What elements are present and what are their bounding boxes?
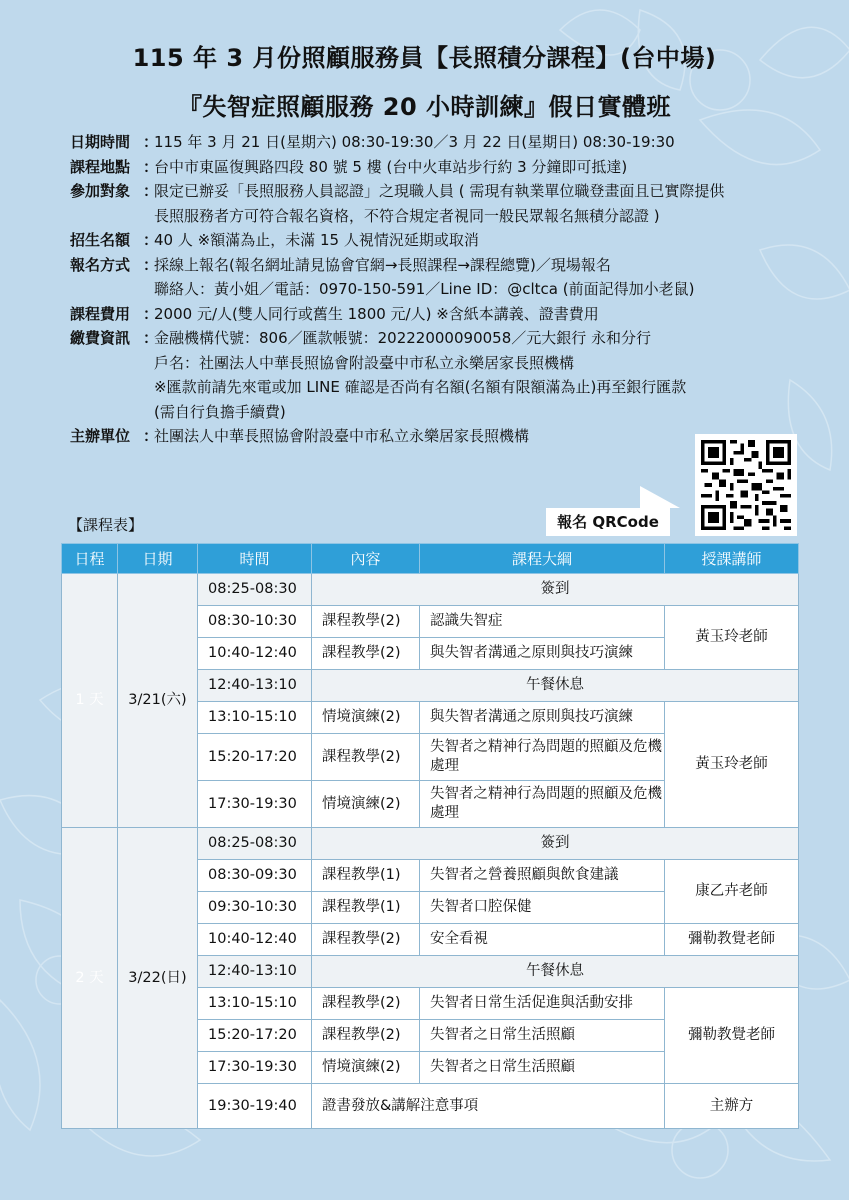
schedule-table — [61, 543, 799, 1129]
pay-label: 繳費資訊 — [70, 329, 131, 347]
type-cell: 情境演練(2) — [312, 1052, 420, 1084]
target-value-2: 長照服務者方可符合報名資格，不符合規定者視同一般民眾報名無積分認證 ) — [154, 206, 660, 225]
signup-value-2: 聯絡人：黃小姐／電話：0970-150-591／Line ID：@cltca (前面記得加小老鼠) — [154, 280, 695, 298]
time-cell: 08:25-08:30 — [198, 828, 312, 860]
topic-cell: 失智者之日常生活照顧 — [420, 1052, 665, 1084]
type-cell: 情境演練(2) — [312, 781, 420, 828]
teacher-cell: 彌勒教覺老師 — [665, 924, 799, 956]
day-cell: 1 天 — [62, 574, 118, 828]
signup-value-1: 採線上報名(報名網址請見協會官網→長照課程→課程總覽)／現場報名 — [154, 255, 611, 274]
info-block: 日期時間 ： 115 年 3 月 21 日(星期六) 08:30-19:30／3 月 22 日(星期日) 08:30-19:30 課程地點 ： 台中市東區復興路四段 80 號 5 樓 (台中火車站步行約 3 分鐘即可抵達) 參加對象 ： 限定已辦妥「長照服務人員認證」之現職人員 ( 需現有執業單位職登畫面且已實際提供 長照服務者方可符合報名資格，不符合規定者視同一般民眾報名無積分認證 ) 招生名額 ： 40 人 ※額滿為止，未滿 15 人視情況延期或取消 報名方式 ： 採線上報名(報名網址請見協會官網→長照課程→課程總覽)／現場報名 聯絡人：黃小姐／電話：0970-150-591／Line ID：@cltca (前面記得加小老鼠) 課程費用 ： 2000 元/人(雙人同行或舊生 1800 元/人) ※含紙本講義、證書費用 繳費資訊 ： 金融機構代號：806／匯款帳號：20222000090058／元大銀行 永和分行 戶名：社團法人中華長照協會附設臺中市私立永樂居家長照機構 ※匯款前請先來電或加 LINE 確認是否尚有名額(名額有限額滿為止)再至銀行匯款 (需自行負擔手續費) 主辦單位 ： 社團法人中華長照協會附設臺中市私立永樂居家長照機構 — [70, 130, 810, 449]
day-cell: 2 天 — [62, 828, 118, 1129]
type-cell: 課程教學(2) — [312, 638, 420, 670]
teacher-cell: 主辦方 — [665, 1084, 799, 1129]
pay-value-4: (需自行負擔手續費) — [154, 402, 286, 421]
merged-cell: 簽到 — [312, 574, 799, 606]
date-label: 日期時間 — [70, 133, 131, 151]
time-cell: 19:30-19:40 — [198, 1084, 312, 1129]
teacher-cell: 彌勒教覺老師 — [665, 988, 799, 1084]
topic-cell: 失智者之精神行為問題的照顧及危機處理 — [420, 734, 665, 781]
title-line-2: 『失智症照顧服務 20 小時訓練』假日實體班 — [177, 93, 672, 121]
topic-cell: 認識失智症 — [420, 606, 665, 638]
header-day: 日程 — [62, 544, 118, 574]
header-teacher: 授課講師 — [665, 544, 799, 574]
table-row — [62, 574, 799, 606]
topic-cell: 與失智者溝通之原則與技巧演練 — [420, 638, 665, 670]
title-line-1: 115 年 3 月份照顧服務員【長照積分課程】(台中場) — [132, 44, 717, 72]
place-value: 台中市東區復興路四段 80 號 5 樓 (台中火車站步行約 3 分鐘即可抵達) — [154, 157, 628, 176]
qr-code[interactable] — [695, 434, 797, 536]
type-cell: 課程教學(2) — [312, 606, 420, 638]
time-cell: 09:30-10:30 — [198, 892, 312, 924]
merged-cell: 簽到 — [312, 828, 799, 860]
table-row — [62, 828, 799, 860]
date-value: 115 年 3 月 21 日(星期六) 08:30-19:30／3 月 22 日(星期日) 08:30-19:30 — [154, 133, 675, 151]
qr-label: 報名 QRCode — [546, 508, 670, 536]
topic-cell: 失智者日常生活促進與活動安排 — [420, 988, 665, 1020]
type-cell: 課程教學(1) — [312, 892, 420, 924]
merged-cell: 午餐休息 — [312, 670, 799, 702]
host-value: 社團法人中華長照協會附設臺中市私立永樂居家長照機構 — [154, 427, 530, 445]
topic-cell: 失智者之日常生活照顧 — [420, 1020, 665, 1052]
time-cell: 13:10-15:10 — [198, 988, 312, 1020]
type-cell: 課程教學(2) — [312, 988, 420, 1020]
place-label: 課程地點 — [70, 157, 131, 176]
time-cell: 17:30-19:30 — [198, 1052, 312, 1084]
header-outline: 課程大綱 — [420, 544, 665, 574]
fee-value: 2000 元/人(雙人同行或舊生 1800 元/人) ※含紙本講義、證書費用 — [154, 304, 599, 323]
type-cell: 課程教學(1) — [312, 860, 420, 892]
pay-value-2: 戶名：社團法人中華長照協會附設臺中市私立永樂居家長照機構 — [154, 353, 575, 372]
teacher-cell: 康乙卉老師 — [665, 860, 799, 924]
signup-label: 報名方式 — [70, 255, 131, 274]
wide-topic-cell: 證書發放&講解注意事項 — [312, 1084, 665, 1129]
type-cell: 情境演練(2) — [312, 702, 420, 734]
header-time: 時間 — [198, 544, 312, 574]
fee-label: 課程費用 — [70, 304, 131, 323]
time-cell: 12:40-13:10 — [198, 670, 312, 702]
qr-pointer — [640, 486, 680, 508]
time-cell: 10:40-12:40 — [198, 924, 312, 956]
date-cell: 3/22(日) — [118, 828, 198, 1129]
pay-value-1: 金融機構代號：806／匯款帳號：20222000090058／元大銀行 永和分行 — [154, 329, 652, 347]
time-cell: 15:20-17:20 — [198, 1020, 312, 1052]
teacher-cell: 黃玉玲老師 — [665, 702, 799, 828]
quota-value: 40 人 ※額滿為止，未滿 15 人視情況延期或取消 — [154, 231, 479, 249]
schedule-label: 【課程表】 — [68, 516, 144, 534]
topic-cell: 失智者之精神行為問題的照顧及危機處理 — [420, 781, 665, 828]
target-label: 參加對象 — [70, 182, 131, 200]
topic-cell: 安全看視 — [420, 924, 665, 956]
topic-cell: 失智者之營養照顧與飲食建議 — [420, 860, 665, 892]
host-label: 主辦單位 — [70, 427, 131, 445]
qr-code-icon — [701, 440, 791, 530]
header-date: 日期 — [118, 544, 198, 574]
time-cell: 12:40-13:10 — [198, 956, 312, 988]
date-cell: 3/21(六) — [118, 574, 198, 828]
topic-cell: 與失智者溝通之原則與技巧演練 — [420, 702, 665, 734]
time-cell: 10:40-12:40 — [198, 638, 312, 670]
header-content: 內容 — [312, 544, 420, 574]
target-value-1: 限定已辦妥「長照服務人員認證」之現職人員 ( 需現有執業單位職登畫面且已實際提供 — [154, 182, 725, 200]
time-cell: 08:30-10:30 — [198, 606, 312, 638]
table-header-row — [62, 544, 799, 574]
type-cell: 課程教學(2) — [312, 1020, 420, 1052]
time-cell: 17:30-19:30 — [198, 781, 312, 828]
teacher-cell: 黃玉玲老師 — [665, 606, 799, 670]
time-cell: 08:25-08:30 — [198, 574, 312, 606]
merged-cell: 午餐休息 — [312, 956, 799, 988]
quota-label: 招生名額 — [70, 231, 131, 249]
time-cell: 08:30-09:30 — [198, 860, 312, 892]
type-cell: 課程教學(2) — [312, 734, 420, 781]
topic-cell: 失智者口腔保健 — [420, 892, 665, 924]
time-cell: 15:20-17:20 — [198, 734, 312, 781]
time-cell: 13:10-15:10 — [198, 702, 312, 734]
type-cell: 課程教學(2) — [312, 924, 420, 956]
pay-value-3: ※匯款前請先來電或加 LINE 確認是否尚有名額(名額有限額滿為止)再至銀行匯款 — [154, 378, 687, 396]
